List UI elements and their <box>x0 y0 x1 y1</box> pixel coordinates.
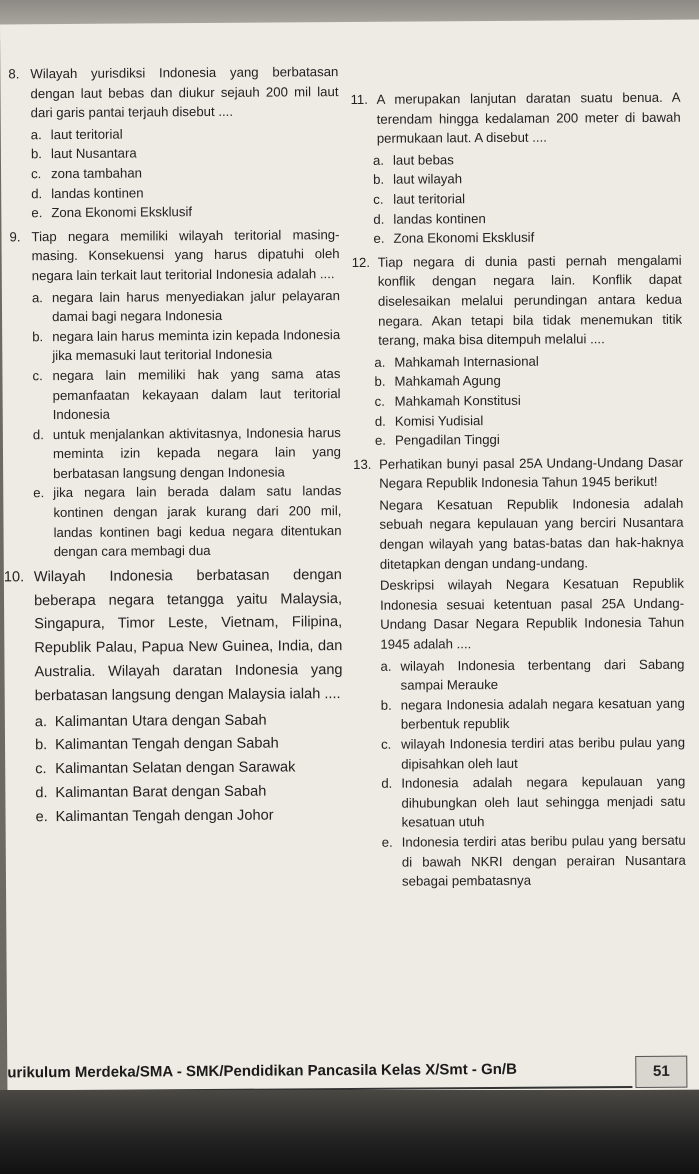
question-text: Wilayah Indonesia berbatasan dengan beberapa negara tetangga yaitu Malaysia, Singapura, Timor Leste, Vietnam, Filipina, Republik Palau, Papua New Guinea, India, dan Australia. Wilayah daratan Indonesia yang berbatasan langsung dengan Malaysia ialah .... <box>33 566 343 705</box>
option-b: b. negara lain harus meminta izin kepada Indonesia jika memasuki laut teritorial Indonesia <box>32 326 341 364</box>
option-c: c. Kalimantan Selatan dengan Sarawak <box>35 759 296 778</box>
question-text: Tiap negara di dunia pasti pernah mengalami konflik dengan negara lain. Konflik dapat diselesaikan melalui perundingan antara kedua negara. Akan tetapi bila tidak menemukan titik terang, maka bisa ditempuh melalui .... <box>377 252 683 348</box>
left-column <box>3 62 343 834</box>
question-10-block <box>3 564 344 830</box>
question-12-options <box>374 350 683 450</box>
question-12 <box>352 250 683 350</box>
right-column <box>350 88 686 896</box>
question-text: Wilayah yurisdiksi Indonesia yang berbatasan dengan laut bebas dan diukur sejauh 200 mil laut dari garis pantai terjauh disebut .... <box>30 64 339 121</box>
question-number: 11. <box>350 91 368 107</box>
question-text: A merupakan lanjutan daratan suatu benua. A terendam hingga kedalaman 200 meter di bawah permukaan laut. A disebut .... <box>376 89 681 146</box>
question-number: 9. <box>9 229 21 245</box>
option-d: d. Komisi Yudisial <box>374 412 484 429</box>
option-d: d. landas kontinen <box>31 185 144 201</box>
option-b: b. Kalimantan Tengah dengan Sabah <box>34 735 279 754</box>
question-text: Tiap negara memiliki wilayah teritorial masing-masing. Konsekuensi yang harus dipatuhi oleh negara lain terkait laut teritorial Indonesia adalah .... <box>31 226 340 284</box>
worksheet-page <box>0 20 699 1095</box>
page-footer <box>7 1056 699 1091</box>
question-number: 8. <box>8 66 20 82</box>
question-10 <box>3 564 343 709</box>
option-e: e. Pengadilan Tinggi <box>374 432 500 448</box>
background-bottom <box>0 1090 699 1174</box>
option-b: b. negara Indonesia adalah negara kesatuan yang berbentuk republik <box>380 695 685 733</box>
option-b: b. Mahkamah Agung <box>374 373 501 390</box>
question-9-options <box>32 286 342 562</box>
option-e: e. Kalimantan Tengah dengan Johor <box>35 807 274 826</box>
option-a: a. Mahkamah Internasional <box>374 353 539 370</box>
question-8-options <box>31 123 340 223</box>
option-c: c. wilayah Indonesia terdiri atas beribu pulau yang dipisahkan oleh laut <box>380 734 686 772</box>
option-b: b. laut Nusantara <box>30 145 137 162</box>
page-number: 51 <box>635 1056 687 1088</box>
question-11-options <box>373 148 682 248</box>
option-c: c. negara lain memiliki hak yang sama atas pemanfaatan kekayaan dalam laut teritorial Indonesia <box>32 365 341 423</box>
option-b: b. laut wilayah <box>373 171 463 188</box>
question-9 <box>9 225 339 286</box>
option-a: a. wilayah Indonesia terbentang dari Sabang sampai Merauke <box>380 656 685 693</box>
question-13 <box>353 452 683 493</box>
option-c: c. laut teritorial <box>373 191 466 207</box>
option-a: a. laut bebas <box>372 152 454 168</box>
option-a: a. negara lain harus menyediakan jalur pelayaran damai bagi negara Indonesia <box>31 287 340 325</box>
question-11 <box>350 88 680 149</box>
option-e: e. Zona Ekonomi Eksklusif <box>373 229 535 246</box>
option-d: d. Kalimantan Barat dengan Sabah <box>35 783 267 802</box>
option-a: a. Kalimantan Utara dengan Sabah <box>34 712 267 730</box>
question-13-options <box>380 654 686 891</box>
article-quote: Negara Kesatuan Republik Indonesia adalah sebuah negara kepulauan yang berciri Nusantara dengan wilayah yang batas-batas dan hak-haknya ditetapkan dengan undang-undang. <box>379 495 684 572</box>
option-c: c. zona tambahan <box>30 165 143 182</box>
question-10-options <box>35 709 344 830</box>
option-e: e. Zona Ekonomi Eksklusif <box>31 204 193 221</box>
option-d: d. Indonesia adalah negara kepulauan yang dihubungkan oleh laut sehingga menjadi satu kesatuan utuh <box>381 773 686 831</box>
option-d: d. untuk menjalankan aktivitasnya, Indonesia harus meminta izin kepada negara lain yang berbatasan langsung dengan Indonesia <box>32 424 342 481</box>
question-8 <box>8 62 338 123</box>
question-number: 13. <box>353 456 372 472</box>
book-title: urikulum Merdeka/SMA - SMK/Pendidikan Pancasila Kelas X/Smt - Gn/B <box>7 1060 517 1082</box>
question-text-continued: Deskripsi wilayah Negara Kesatuan Republik Indonesia sesuai ketentuan pasal 25A Undang-Undang Dasar Negara Republik Indonesia Tahun 1945 adalah .... <box>379 575 685 652</box>
option-a: a. laut teritorial <box>30 126 123 143</box>
option-e: e. Indonesia terdiri atas beribu pulau yang bersatu di bawah NKRI dengan perairan Nusantara sebagai pembatasnya <box>381 832 686 889</box>
option-d: d. landas kontinen <box>373 210 486 227</box>
option-c: c. Mahkamah Konstitusi <box>374 392 521 409</box>
question-text: Perhatikan bunyi pasal 25A Undang-Undang Dasar Negara Republik Indonesia Tahun 1945 berikut! <box>379 454 684 492</box>
question-number: 10. <box>3 569 25 586</box>
option-e: e. jika negara lain berada dalam satu landas kontinen dengan jarak kurang dari 200 mil, landas kontinen bagi kedua negara ditentukan dengan cara membagi dua <box>33 483 342 560</box>
question-number: 12. <box>351 254 371 270</box>
